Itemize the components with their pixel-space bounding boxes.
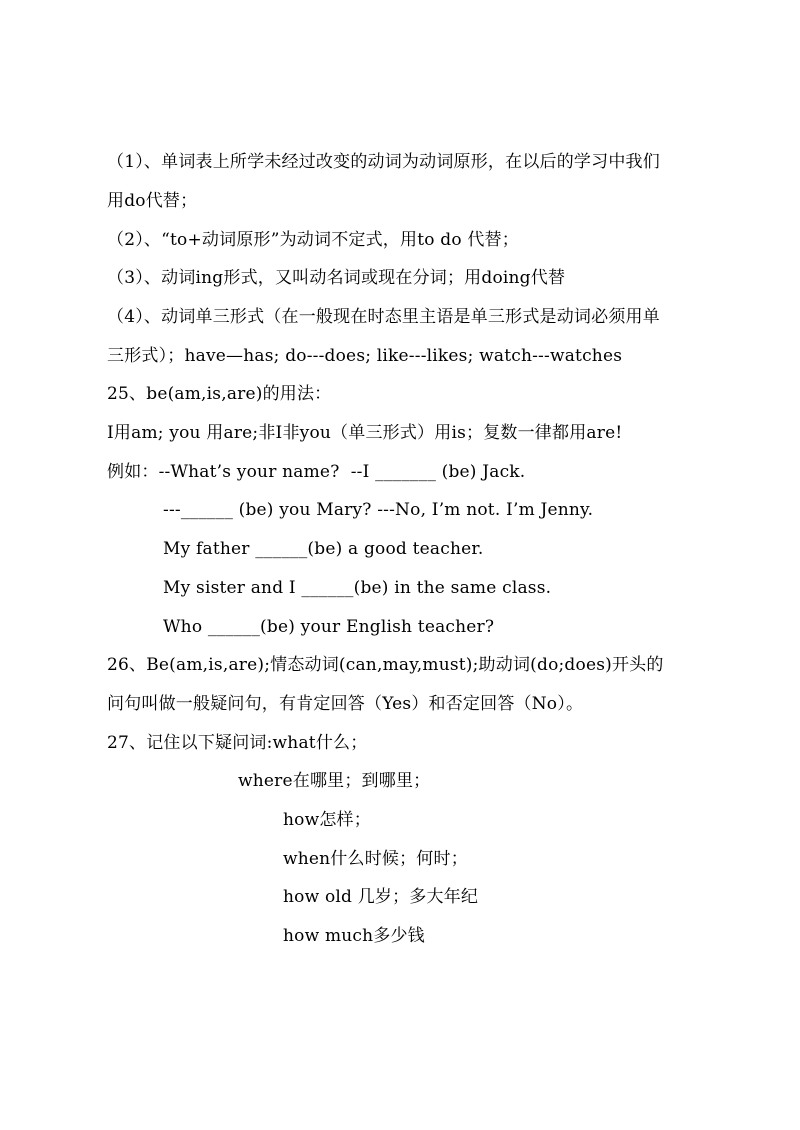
text-line: 问句叫做一般疑问句，有肯定回答（Yes）和否定回答（No）。 <box>107 694 584 714</box>
example-line: 例如：--What’s your name? --I _______ (be) Jack. <box>107 462 526 482</box>
example-line: My father ______(be) a good teacher. <box>163 539 484 559</box>
text-line: 用do代替； <box>107 191 198 211</box>
question-word-line: how怎样； <box>283 810 371 830</box>
example-line: ---______ (be) you Mary? ---No, I’m not. I’m Jenny. <box>163 500 594 520</box>
text-line: （4）、动词单三形式（在一般现在时态里主语是单三形式是动词必须用单 <box>107 307 660 327</box>
section-heading-25: 25、be(am,is,are)的用法： <box>107 384 332 404</box>
question-word-line: how much多少钱 <box>283 926 425 946</box>
example-line: My sister and I ______(be) in the same class. <box>163 578 552 598</box>
text-line: （2）、“to+动词原形”为动词不定式，用to do 代替； <box>107 230 519 250</box>
question-word-line: how old 几岁；多大年纪 <box>283 887 479 907</box>
text-line: （1）、单词表上所学未经过改变的动词为动词原形，在以后的学习中我们 <box>107 152 660 172</box>
section-heading-27: 27、记住以下疑问词:what什么； <box>107 733 368 753</box>
example-line: Who ______(be) your English teacher? <box>163 617 495 637</box>
question-word-line: when什么时候；何时； <box>283 849 468 869</box>
text-line: I用am; you 用are;非I非you（单三形式）用is；复数一律都用are! <box>107 423 623 443</box>
section-heading-26: 26、Be(am,is,are);情态动词(can,may,must);助动词(do;does)开头的 <box>107 655 664 675</box>
question-word-line: where在哪里；到哪里； <box>238 771 431 791</box>
text-line: （3）、动词ing形式，又叫动名词或现在分词；用doing代替 <box>107 268 566 288</box>
text-line: 三形式）；have—has; do---does; like---likes; watch---watches <box>107 346 623 366</box>
